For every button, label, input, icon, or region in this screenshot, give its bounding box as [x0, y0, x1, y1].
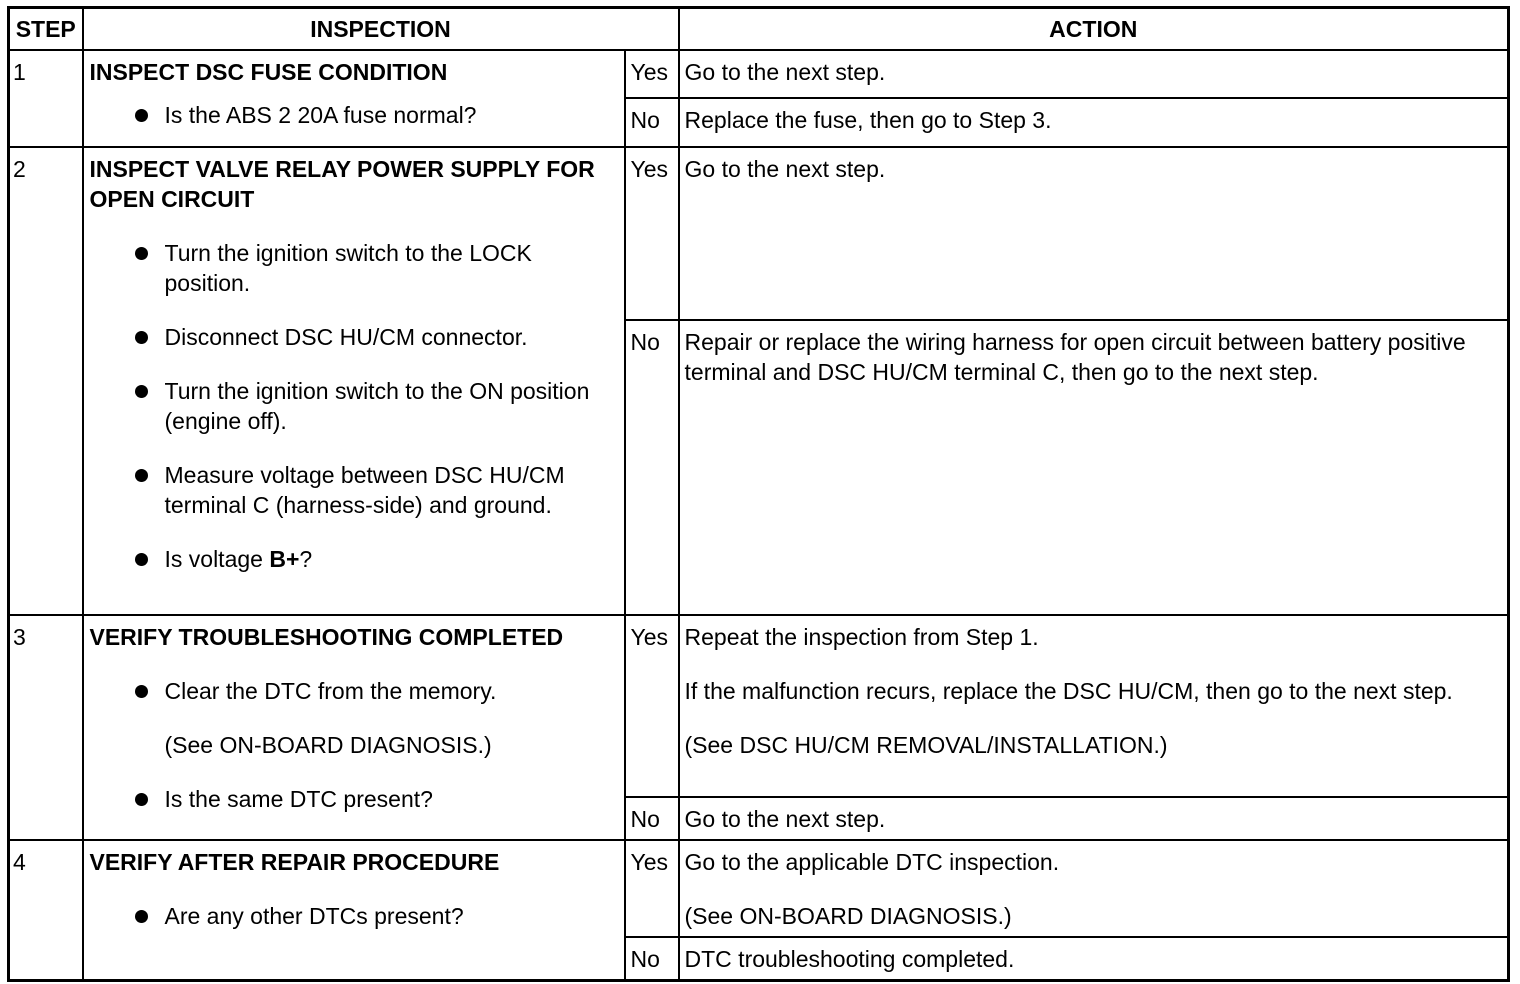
no-label: No [625, 98, 679, 147]
yes-action: Go to the applicable DTC inspection. (See ON-BOARD DIAGNOSIS.) [679, 840, 1509, 937]
inspection-bullets [90, 676, 620, 706]
list-item: Is voltage B+? [90, 544, 620, 574]
inspection-bullets [90, 784, 620, 814]
bullet-icon [135, 685, 148, 698]
header-action: ACTION [679, 8, 1509, 51]
bullet-icon [135, 385, 148, 398]
list-item: Measure voltage between DSC HU/CM terminal C (harness-side) and ground. [90, 460, 620, 520]
bullet-icon [135, 910, 148, 923]
yes-action: Go to the next step. [679, 50, 1509, 98]
step-number: 3 [9, 615, 83, 840]
table-row [9, 840, 1509, 937]
yes-label: Yes [625, 840, 679, 937]
step-number: 4 [9, 840, 83, 980]
inspection-cell [83, 615, 625, 840]
list-item: Are any other DTCs present? [90, 901, 620, 931]
bullet-icon [135, 553, 148, 566]
inspection-bullets [90, 100, 620, 130]
bullet-icon [135, 331, 148, 344]
no-action: Repair or replace the wiring harness for open circuit between battery positive terminal and DSC HU/CM terminal C, then go to the next step. [679, 320, 1509, 615]
table-row [9, 615, 1509, 797]
yes-label: Yes [625, 50, 679, 98]
inspection-title: VERIFY AFTER REPAIR PROCEDURE [89, 849, 500, 875]
list-item: Turn the ignition switch to the ON position (engine off). [90, 376, 620, 436]
inspection-title: VERIFY TROUBLESHOOTING COMPLETED [89, 624, 564, 650]
no-action: Replace the fuse, then go to Step 3. [679, 98, 1509, 147]
yes-action: Go to the next step. [679, 147, 1509, 320]
table-row [9, 50, 1509, 98]
inspection-cell [83, 50, 625, 147]
list-item: Clear the DTC from the memory. [90, 676, 620, 706]
list-item: Disconnect DSC HU/CM connector. [90, 322, 620, 352]
troubleshooting-table [7, 6, 1510, 982]
bullet-icon [135, 109, 148, 122]
list-item: Is the same DTC present? [90, 784, 620, 814]
table-row [9, 147, 1509, 320]
diagnostic-page [7, 6, 1507, 978]
bullet-icon [135, 469, 148, 482]
step-number: 2 [9, 147, 83, 615]
bullet-icon [135, 793, 148, 806]
header-step: STEP [9, 8, 83, 51]
inspection-bullets [90, 901, 620, 931]
list-item: Is the ABS 2 20A fuse normal? [90, 100, 620, 130]
header-row [9, 8, 1509, 51]
inspection-title: INSPECT VALVE RELAY POWER SUPPLY FOR OPEN CIRCUIT [89, 156, 595, 212]
inspection-title: INSPECT DSC FUSE CONDITION [89, 59, 448, 85]
inspection-cell [83, 840, 625, 980]
no-action: DTC troubleshooting completed. [679, 937, 1509, 980]
yes-label: Yes [625, 147, 679, 320]
yes-action: Repeat the inspection from Step 1. If the malfunction recurs, replace the DSC HU/CM, then go to the next step. (See DSC HU/CM REMOVAL/INSTALLATION.) [679, 615, 1509, 797]
no-action: Go to the next step. [679, 797, 1509, 840]
inspection-cell [83, 147, 625, 615]
no-label: No [625, 320, 679, 615]
no-label: No [625, 797, 679, 840]
no-label: No [625, 937, 679, 980]
inspection-bullets [90, 238, 620, 574]
bullet-icon [135, 247, 148, 260]
inspection-note: (See ON-BOARD DIAGNOSIS.) [164, 732, 492, 758]
header-inspection: INSPECTION [83, 8, 679, 51]
step-number: 1 [9, 50, 83, 147]
yes-label: Yes [625, 615, 679, 797]
list-item: Turn the ignition switch to the LOCK position. [90, 238, 620, 298]
